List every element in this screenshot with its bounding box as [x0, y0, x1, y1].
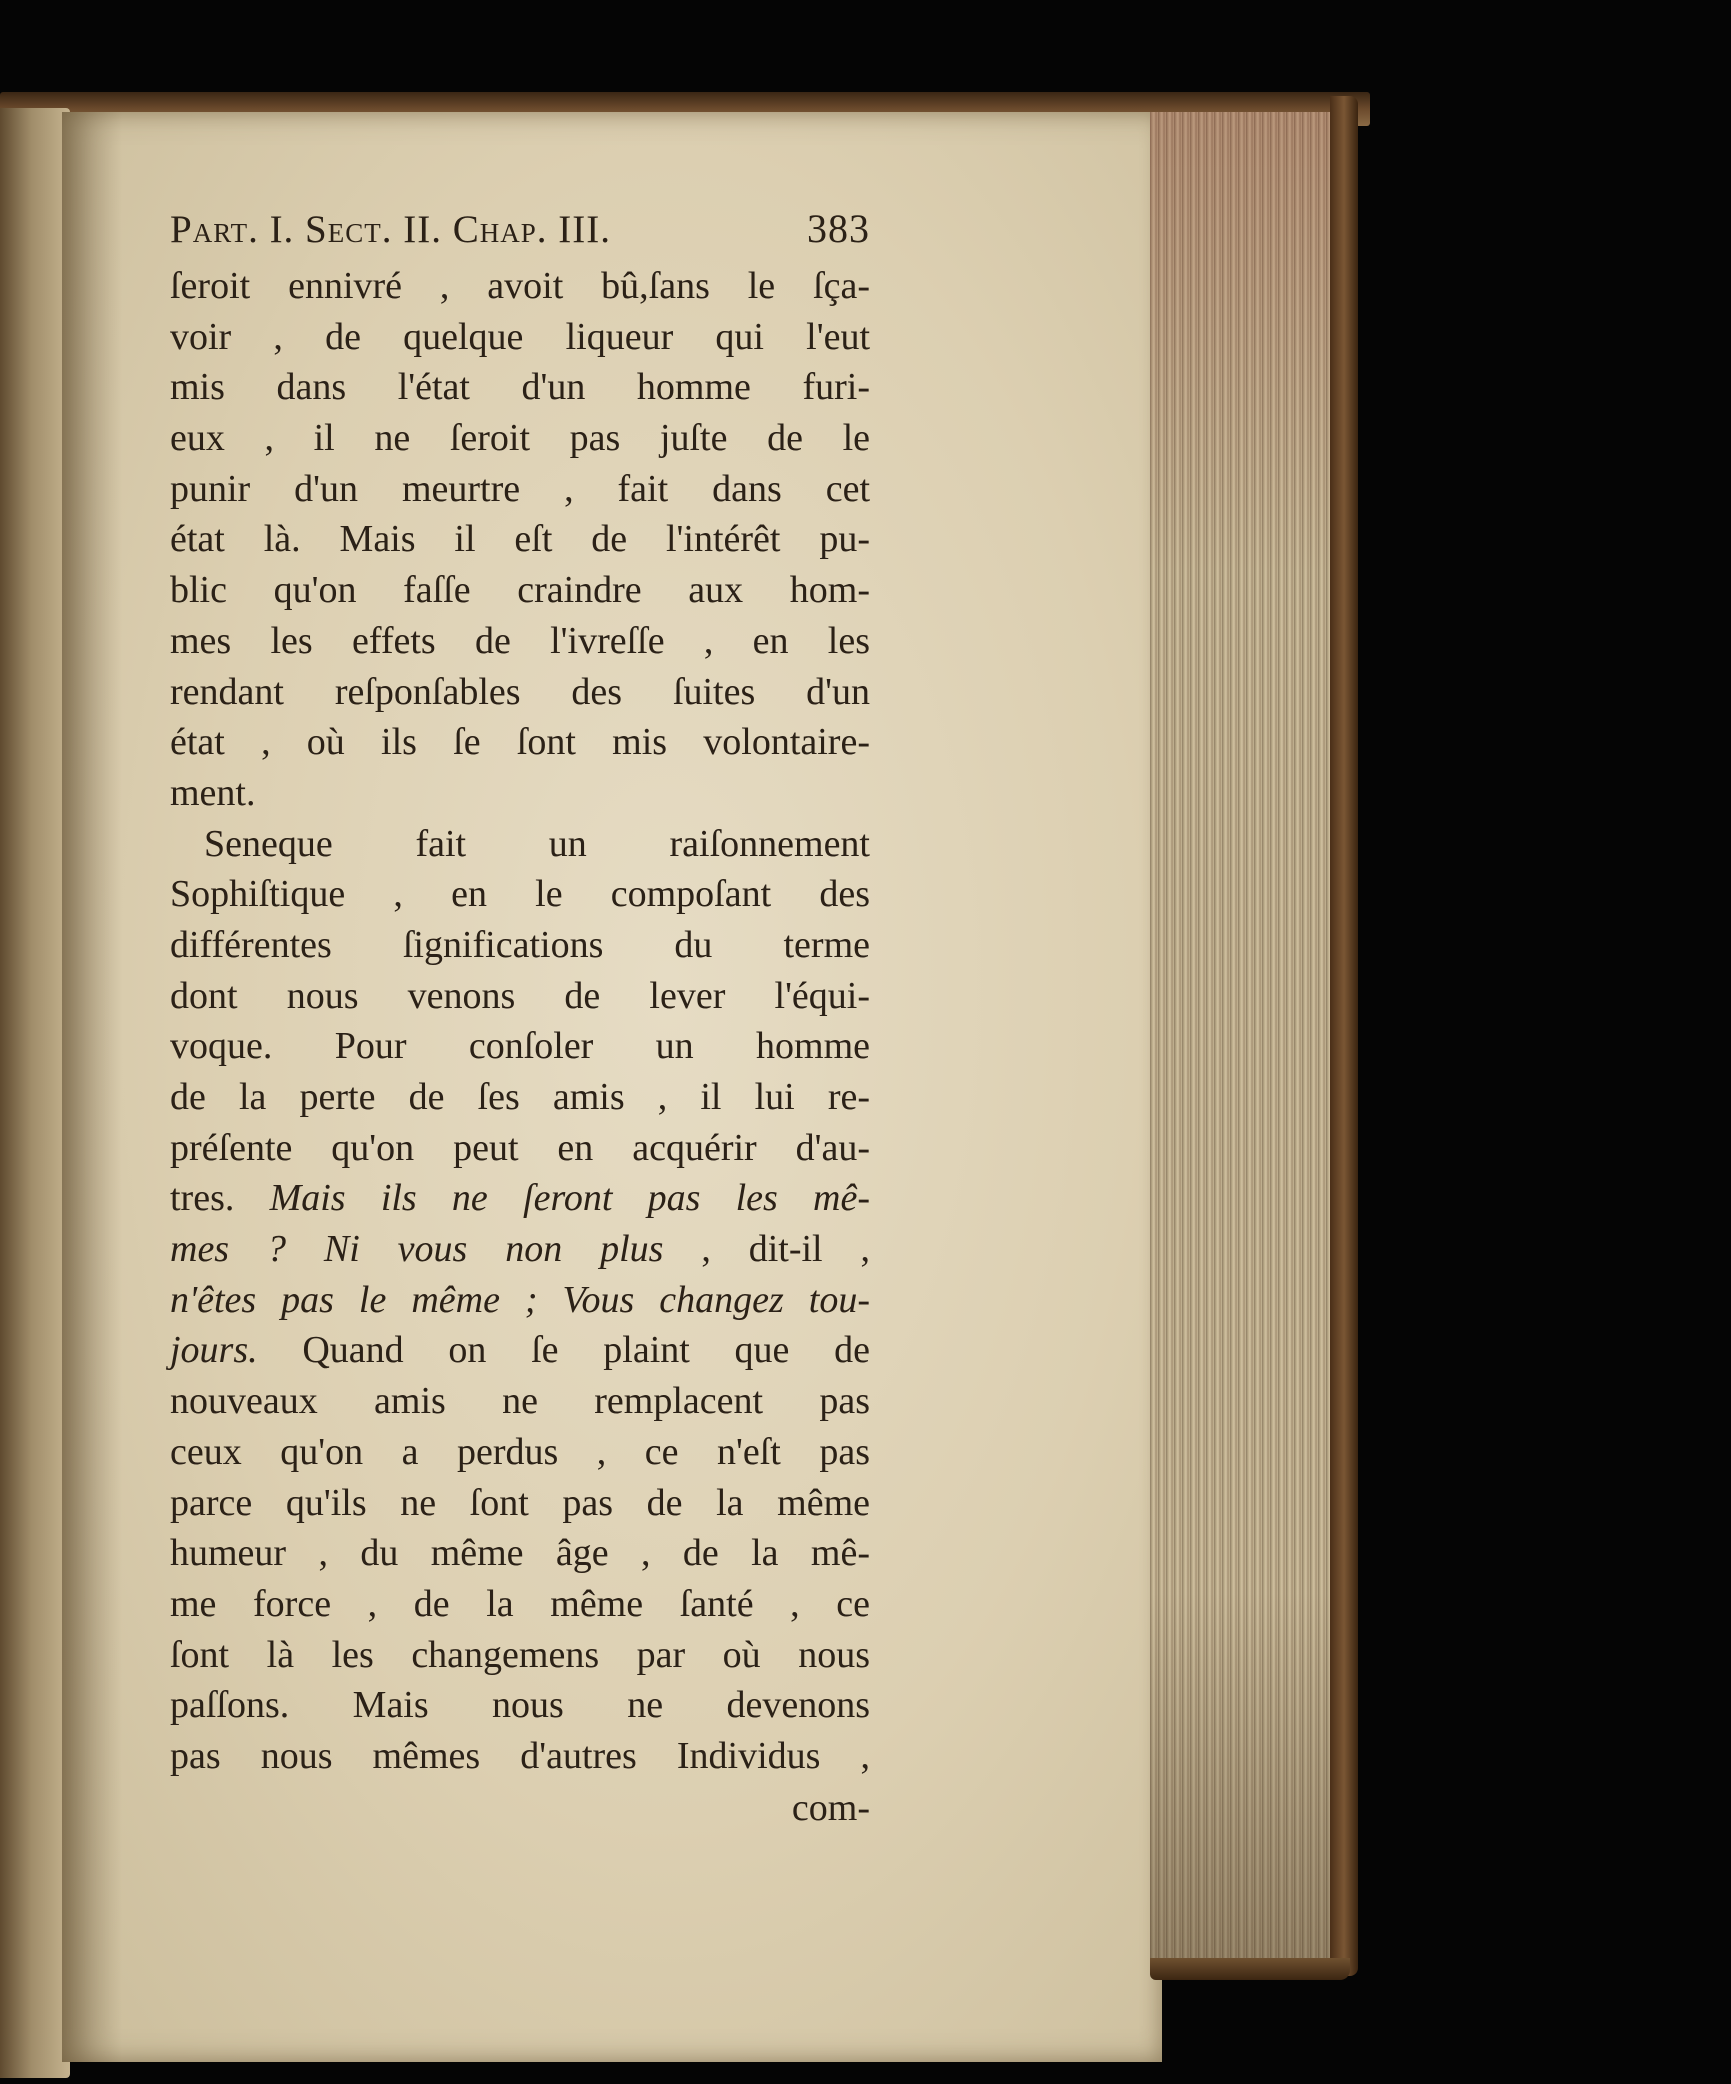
running-title: Part. I. Sect. II. Chap. III.: [170, 208, 611, 251]
text-line: [170, 1173, 870, 1224]
text-line: pas nous mêmes d'autres Individus ,: [170, 1734, 870, 1777]
text-line: Sophiſtique , en le compoſant des: [170, 873, 870, 916]
text-line: mis dans l'état d'un homme furi-: [170, 366, 870, 409]
book-cover-bottom: [1150, 1958, 1350, 1980]
text-line: blic qu'on faſſe craindre aux hom-: [170, 569, 870, 612]
text-line: humeur , du même âge , de la mê-: [170, 1532, 870, 1575]
text-line: [170, 1325, 870, 1376]
text-line: parce qu'ils ne ſont pas de la même: [170, 1481, 870, 1524]
text-line: différentes ſignifications du terme: [170, 923, 870, 966]
text-line: eux , il ne ſeroit pas juſte de le: [170, 417, 870, 460]
book-cover-right: [1330, 96, 1358, 1976]
text-line: punir d'un meurtre , fait dans cet: [170, 467, 870, 510]
text-line: de la perte de ſes amis , il lui re-: [170, 1076, 870, 1118]
text-line: paſſons. Mais nous ne devenons: [170, 1684, 870, 1727]
text-line: dont nous venons de lever l'équi-: [170, 974, 870, 1017]
text-line: rendant reſponſables des ſuites d'un: [170, 670, 870, 713]
italic-quote: n'êtes pas le même ; Vous changez tou-: [170, 1278, 870, 1321]
text-segment: tres.: [170, 1177, 270, 1220]
catchword: com-: [791, 1786, 870, 1829]
gutter-shadow: [62, 112, 122, 2062]
text-line: [170, 1275, 870, 1326]
facing-page-edge: [0, 108, 70, 2078]
text-line: ſont là les changemens par où nous: [170, 1633, 870, 1676]
text-line: voir , de quelque liqueur qui l'eut: [170, 315, 870, 358]
text-line: Seneque fait un raiſonnement: [204, 822, 870, 865]
page-number: 383: [807, 206, 870, 251]
text-line: état là. Mais il eſt de l'intérêt pu-: [170, 518, 870, 561]
page-text-block: [170, 205, 870, 1834]
text-line: nouveaux amis ne remplacent pas: [170, 1380, 870, 1423]
text-line: me force , de la même ſanté , ce: [170, 1582, 870, 1625]
page-edge-shading: [1150, 112, 1336, 1962]
text-line: ceux qu'on a perdus , ce n'eſt pas: [170, 1430, 870, 1473]
text-segment: , dit-il ,: [663, 1228, 871, 1271]
text-line: mes les effets de l'ivreſſe , en les: [170, 619, 870, 662]
text-line: [170, 1224, 870, 1275]
text-line: ſeroit ennivré , avoit bû,ſans le ſça-: [170, 265, 870, 307]
running-head: [170, 205, 870, 261]
text-line: préſente qu'on peut en acquérir d'au-: [170, 1126, 870, 1169]
italic-quote: mes ? Ni vous non plus: [170, 1228, 664, 1271]
text-line: ment.: [170, 771, 256, 814]
text-line: état , où ils ſe ſont mis volontaire-: [170, 721, 870, 764]
italic-quote: jours.: [170, 1329, 258, 1372]
italic-quote: Mais ils ne ſeront pas les mê-: [269, 1177, 870, 1220]
text-line: voque. Pour conſoler un homme: [170, 1025, 870, 1068]
text-segment: Quand on ſe plaint que de: [257, 1329, 870, 1372]
